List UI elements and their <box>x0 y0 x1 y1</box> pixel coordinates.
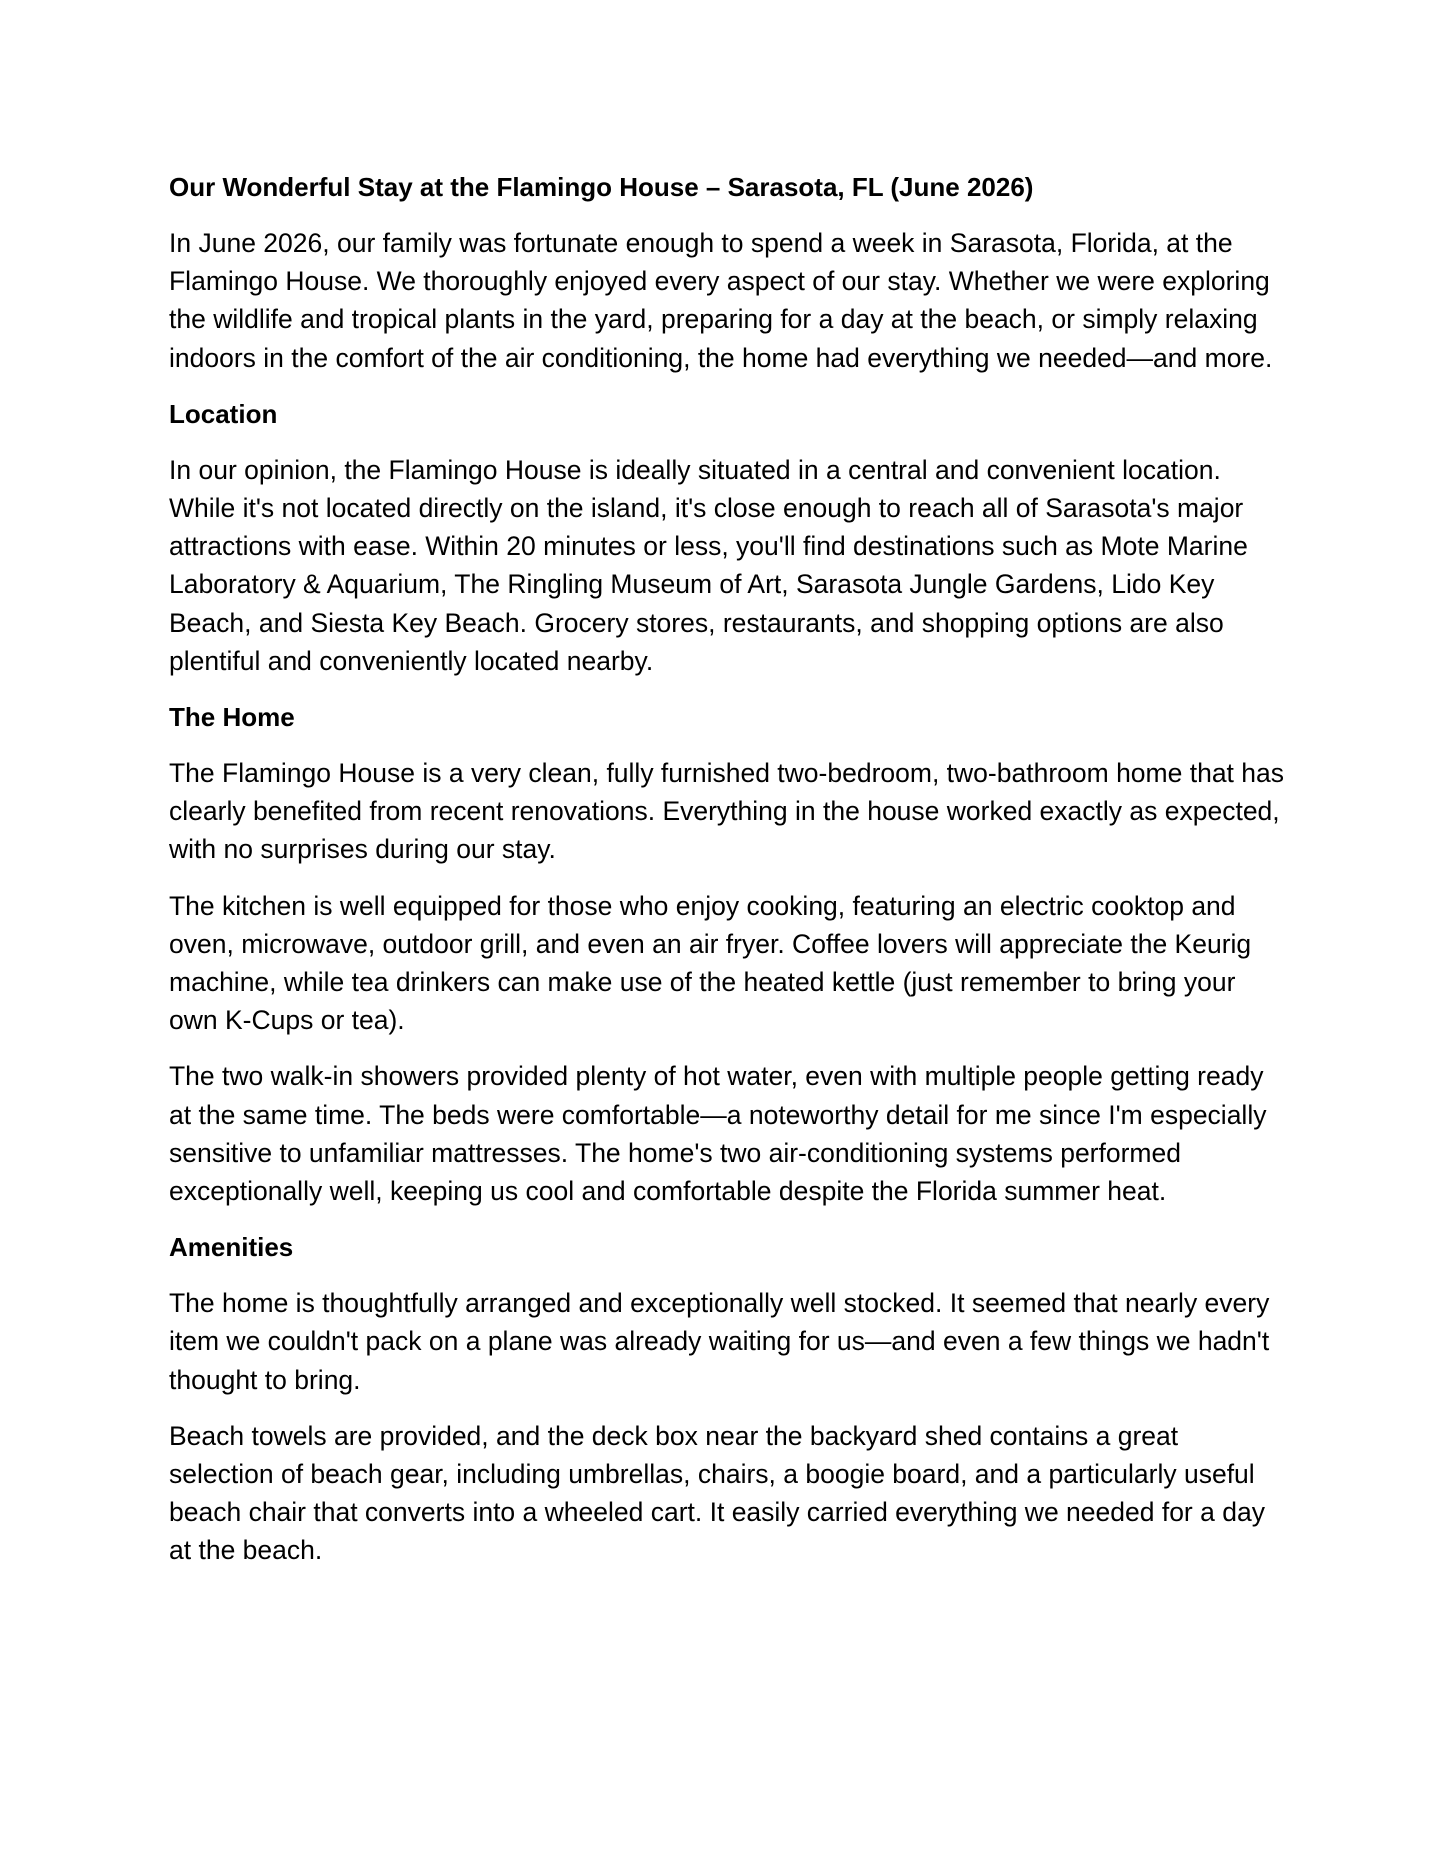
section-heading-location: Location <box>169 398 278 429</box>
document-page <box>169 168 1289 1588</box>
intro-paragraph: In June 2026, our family was fortunate enough to spend a week in Sarasota, Florida, at the Flamingo House. We thoroughly enjoyed every aspect of our stay. Whether we were exploring the wildlife and tropical plants in the yard, preparing for a day at the beach, or simply relaxing indoors in the comfort of the air conditioning, the home had everything we needed—and more. <box>169 228 1273 373</box>
document-title: Our Wonderful Stay at the Flamingo House – Sarasota, FL (June 2026) <box>169 172 1034 202</box>
home-paragraph-3: The two walk-in showers provided plenty of hot water, even with multiple people getting ready at the same time. The beds were comfortable—a noteworthy detail for me since I'm especially sensitive to unfamiliar mattresses. The home's two air-conditioning systems performed exceptionally well, keeping us cool and comfortable despite the Florida summer heat. <box>169 1061 1267 1207</box>
section-heading-amenities: Amenities <box>169 1232 294 1263</box>
section-heading-the-home: The Home <box>169 702 295 733</box>
amenities-paragraph-1: The home is thoughtfully arranged and exceptionally well stocked. It seemed that nearly every item we couldn't pack on a plane was already waiting for us—and even a few things we hadn't thought to bring. <box>169 1288 1270 1395</box>
home-paragraph-2: The kitchen is well equipped for those who enjoy cooking, featuring an electric cooktop and oven, microwave, outdoor grill, and even an air fryer. Coffee lovers will appreciate the Keurig machine, while tea drinkers can make use of the heated kettle (just remember to bring your own K-Cups or tea). <box>169 890 1252 1036</box>
home-paragraph-1: The Flamingo House is a very clean, fully furnished two-bedroom, two-bathroom home that has clearly benefited from recent renovations. Everything in the house worked exactly as expected, with no surprises during our stay. <box>169 758 1285 865</box>
location-paragraph-1: In our opinion, the Flamingo House is ideally situated in a central and convenient location. While it's not located directly on the island, it's close enough to reach all of Sarasota's major attractions with ease. Within 20 minutes or less, you'll find destinations such as Mote Marine Laboratory & Aquarium, The Ringling Museum of Art, Sarasota Jungle Gardens, Lido Key Beach, and Siesta Key Beach. Grocery stores, restaurants, and shopping options are also plentiful and conveniently located nearby. <box>169 454 1248 676</box>
amenities-paragraph-2: Beach towels are provided, and the deck box near the backyard shed contains a great selection of beach gear, including umbrellas, chairs, a boogie board, and a particularly useful beach chair that converts into a wheeled cart. It easily carried everything we needed for a day at the beach. <box>169 1420 1265 1566</box>
